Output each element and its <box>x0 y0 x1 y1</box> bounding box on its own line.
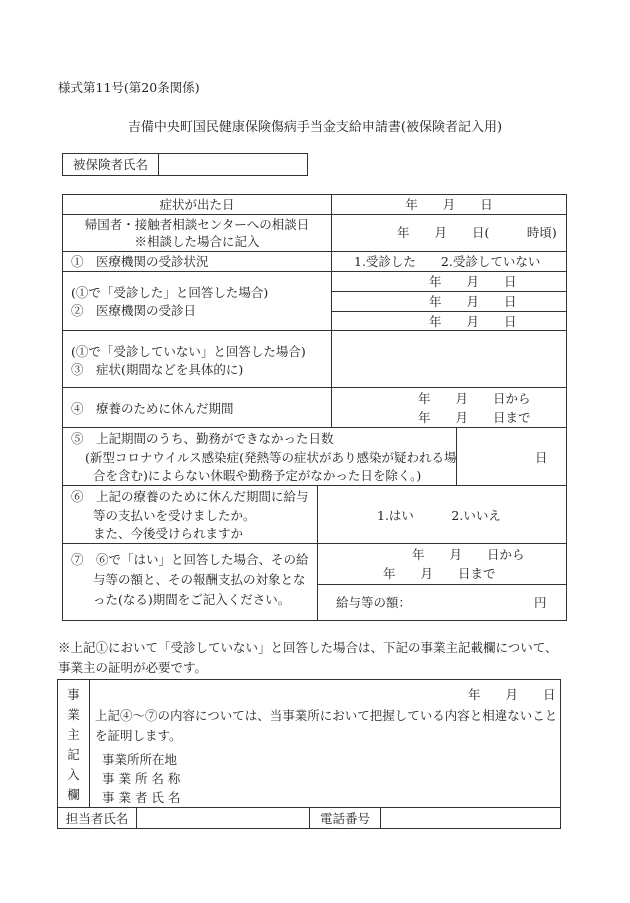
employer-owner-label: 事 業 者 氏 名 <box>102 790 181 805</box>
employer-note-line-1: ※上記①において「受診していない」と回答した場合は、下記の事業主記載欄について、 <box>58 640 558 655</box>
phone-input[interactable] <box>380 807 561 829</box>
employer-section-side-label <box>57 679 90 808</box>
employer-note-line-2: 事業主の証明が必要です。 <box>58 660 208 675</box>
symptoms-field[interactable] <box>331 330 567 388</box>
hospital-visit-choices: 1.受診した 2.受診していない <box>354 254 541 269</box>
symptoms-label: ③ 症状(期間などを具体的に) <box>71 362 244 377</box>
salary-period-to: 年 月 日まで <box>383 566 496 581</box>
salary-amount-label-3: った(なる)期間をご記入ください。 <box>93 592 291 607</box>
side-char-5: 入 <box>67 767 80 782</box>
phone-label: 電話番号 <box>319 811 370 826</box>
salary-amount-label: ⑦ ⑥で「はい」と回答した場合、その給 <box>71 552 309 567</box>
employer-statement-2: を証明します。 <box>95 728 182 743</box>
phone-label-cell <box>309 807 381 829</box>
unworked-days-unit: 日 <box>535 450 548 465</box>
onset-date-value: 年 月 日 <box>405 197 493 212</box>
hospital-visit-label-cell <box>62 251 332 272</box>
insured-name-label: 被保険者氏名 <box>72 157 148 172</box>
consultation-date-label-cell <box>62 214 332 252</box>
consultation-date-field[interactable] <box>331 214 567 252</box>
unworked-days-field[interactable] <box>456 427 567 486</box>
salary-received-label-cell <box>62 485 318 544</box>
insured-name-input[interactable] <box>158 153 308 176</box>
unworked-days-note-1: (新型コロナウイルス感染症(発熱等の症状があり感染が疑われる場 <box>85 450 457 465</box>
hospital-visit-date-2-value: 年 月 日 <box>429 294 517 309</box>
insured-name-label-cell <box>62 153 159 176</box>
rest-period-to: 年 月 日まで <box>418 410 531 425</box>
hospital-visit-date-3-value: 年 月 日 <box>429 314 517 329</box>
side-char-4: 記 <box>67 747 80 762</box>
side-char-1: 事 <box>67 687 80 702</box>
salary-received-options[interactable] <box>317 485 567 544</box>
symptoms-condition: (①で「受診していない」と回答した場合) <box>71 344 306 359</box>
salary-received-label: ⑥ 上記の療養のために休んだ期間に給与 <box>71 489 309 504</box>
form-number: 様式第11号(第20条関係) <box>58 80 200 95</box>
hospital-visit-date-condition: (①で「受診した」と回答した場合) <box>71 285 269 300</box>
salary-received-choices: 1.はい 2.いいえ <box>377 508 501 523</box>
salary-amount-caption: 給与等の額： <box>336 595 412 610</box>
side-char-3: 主 <box>67 727 80 742</box>
side-char-6: 欄 <box>67 787 80 802</box>
onset-date-label-cell <box>62 194 332 215</box>
side-char-2: 業 <box>67 707 80 722</box>
rest-period-label: ④ 療養のために休んだ期間 <box>71 401 234 416</box>
symptoms-label-cell <box>62 330 332 388</box>
onset-date-label: 症状が出た日 <box>159 197 235 212</box>
consultation-date-note: ※相談した場合に記入 <box>134 234 260 249</box>
employer-certification-box <box>89 679 561 808</box>
employer-address-label: 事業所所在地 <box>102 752 178 767</box>
employer-statement-1: 上記④～⑦の内容については、当事業所において把握している内容と相違ないこと <box>95 708 558 723</box>
unworked-days-label-cell <box>62 427 457 486</box>
document-title: 吉備中央町国民健康保険傷病手当金支給申請書(被保険者記入用) <box>127 120 503 135</box>
person-in-charge-label-cell <box>57 807 137 829</box>
hospital-visit-date-2[interactable] <box>331 291 567 312</box>
hospital-visit-options[interactable] <box>331 251 567 272</box>
unworked-days-label: ⑤ 上記期間のうち、勤務ができなかった日数 <box>71 431 334 446</box>
person-in-charge-input[interactable] <box>136 807 310 829</box>
salary-received-label-3: また、今後受けられますか <box>93 526 244 541</box>
hospital-visit-label: ① 医療機関の受診状況 <box>71 254 209 269</box>
person-in-charge-label: 担当者氏名 <box>65 811 129 826</box>
salary-amount-label-2: 与等の額と、その報酬支払の対象とな <box>93 572 306 587</box>
consultation-date-value: 年 月 日( 時頃) <box>397 225 557 240</box>
hospital-visit-date-label-cell <box>62 271 332 331</box>
unworked-days-note-2: 合を含む)によらない休暇や勤務予定がなかった日を除く。) <box>93 468 422 483</box>
salary-amount-unit: 円 <box>534 595 547 610</box>
salary-period-from: 年 月 日から <box>412 547 525 562</box>
rest-period-label-cell <box>62 387 332 428</box>
salary-received-label-2: 等の支払いを受けましたか。 <box>93 508 256 523</box>
salary-amount-field[interactable] <box>317 584 567 621</box>
salary-amount-label-cell <box>62 543 318 621</box>
employer-name-label: 事 業 所 名 称 <box>102 771 181 786</box>
hospital-visit-date-label: ② 医療機関の受診日 <box>71 303 197 318</box>
rest-period-field[interactable] <box>331 387 567 428</box>
onset-date-field[interactable] <box>331 194 567 215</box>
consultation-date-label: 帰国者・接触者相談センターへの相談日 <box>84 217 310 232</box>
employer-date[interactable]: 年 月 日 <box>468 687 556 702</box>
hospital-visit-date-3[interactable] <box>331 311 567 331</box>
hospital-visit-date-1-value: 年 月 日 <box>429 274 517 289</box>
hospital-visit-date-1[interactable] <box>331 271 567 292</box>
rest-period-from: 年 月 日から <box>418 391 531 406</box>
salary-period-field[interactable] <box>317 543 567 585</box>
